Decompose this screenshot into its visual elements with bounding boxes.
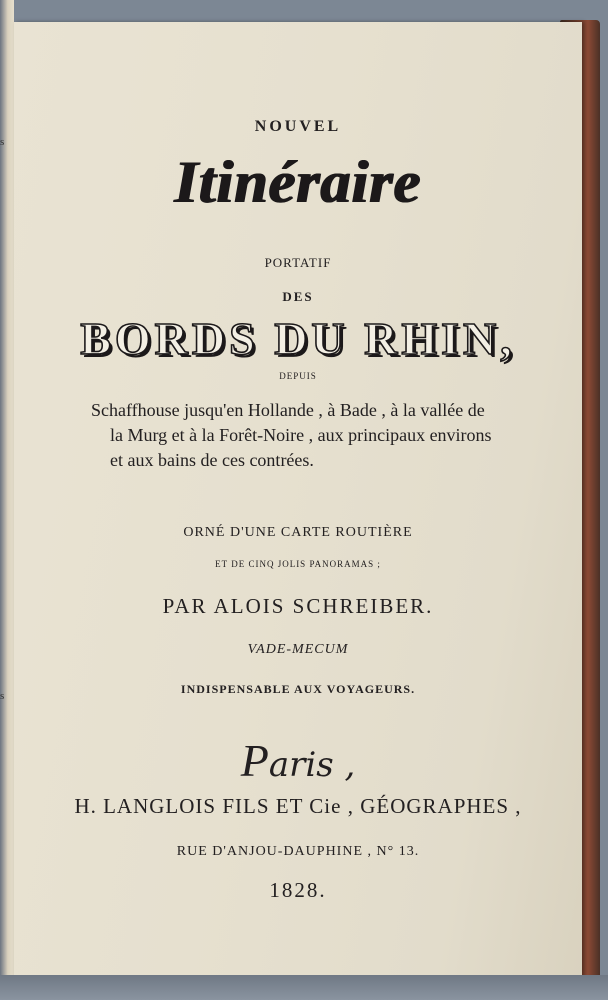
- description-line: Schaffhouse jusqu'en Hollande , à Bade , à la vallée de: [91, 400, 485, 420]
- indispensable-line: INDISPENSABLE AUX VOYAGEURS.: [180, 682, 416, 696]
- title-nouvel: NOUVEL: [254, 118, 342, 135]
- margin-mark: s: [0, 136, 5, 148]
- title-depuis: DEPUIS: [279, 371, 317, 381]
- publication-year: 1828.: [269, 878, 327, 902]
- title-itineraire: Itinéraire: [174, 149, 422, 215]
- description-line: la Murg et à la Forêt-Noire , aux principaux environs: [110, 425, 492, 445]
- title-des: DES: [282, 289, 314, 304]
- publisher-line: H. LANGLOIS FILS ET Cie , GÉOGRAPHES ,: [74, 794, 522, 818]
- table-surface: [0, 975, 608, 1000]
- facing-page-edge: [0, 0, 14, 1000]
- margin-mark: s: [0, 690, 5, 702]
- orne-line: ORNÉ D'UNE CARTE ROUTIÈRE: [183, 525, 413, 540]
- title-bords-du-rhin: BORDS DU RHIN,: [80, 313, 516, 364]
- title-page: [14, 22, 582, 977]
- panoramas-line: ET DE CINQ JOLIS PANORAMAS ;: [215, 559, 381, 569]
- author-line: PAR ALOIS SCHREIBER.: [162, 594, 434, 618]
- title-portatif: PORTATIF: [264, 255, 332, 270]
- address-line: RUE D'ANJOU-DAUPHINE , N° 13.: [176, 844, 420, 859]
- place-rest: aris ,: [268, 745, 356, 785]
- description-line: et aux bains de ces contrées.: [110, 450, 314, 470]
- place-of-publication: [14, 734, 582, 787]
- place-initial: P: [240, 735, 269, 786]
- vade-mecum-line: VADE-MECUM: [247, 642, 349, 657]
